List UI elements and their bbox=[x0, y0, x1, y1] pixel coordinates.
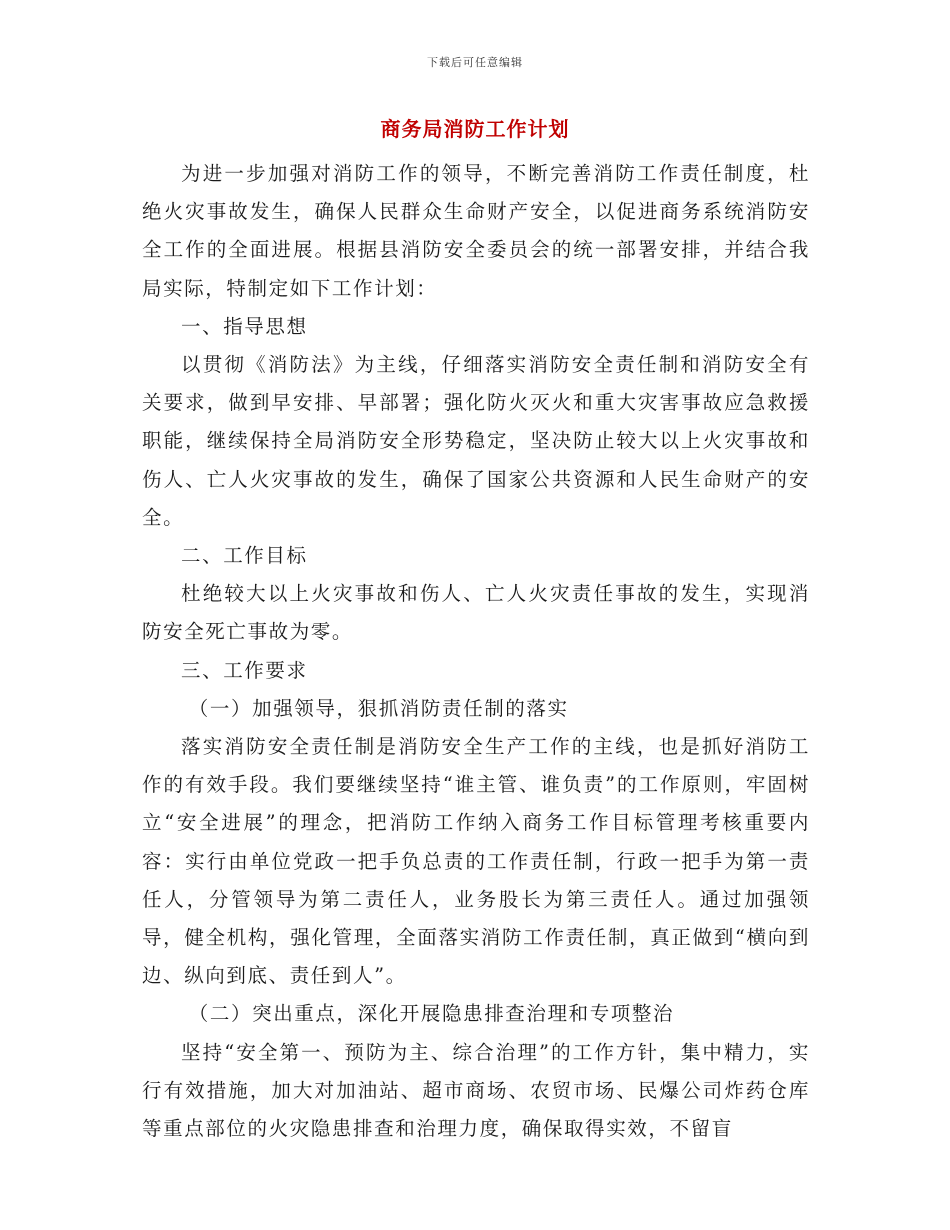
page-header-note: 下载后可任意编辑 bbox=[427, 56, 523, 69]
subsection-heading-leadership: （一）加强领导，狠抓消防责任制的落实 bbox=[188, 696, 569, 720]
paragraph-hazard-inspection: 坚持“安全第一、预防为主、综合治理”的工作方针，集中精力，实行有效措施，加大对加油站、超市商场、农贸市场、民爆公司炸药仓库等重点部位的火灾隐患排查和治理力度，确保取得实效，不留盲 bbox=[142, 1040, 810, 1141]
subsection-heading-hazard-inspection: （二）突出重点，深化开展隐患排查治理和专项整治 bbox=[188, 1002, 675, 1026]
paragraph-work-goals: 杜绝较大以上火灾事故和伤人、亡人火灾责任事故的发生，实现消防安全死亡事故为零。 bbox=[142, 582, 810, 644]
paragraph-leadership: 落实消防安全责任制是消防安全生产工作的主线，也是抓好消防工作的有效手段。我们要继续坚持“谁主管、谁负责”的工作原则，牢固树立“安全进展”的理念，把消防工作纳入商务工作目标管理考核重要内容：实行由单位党政一把手负总责的工作责任制，行政一把手为第一责任人，分管领导为第二责任人，业务股长为第三责任人。通过加强领导，健全机构，强化管理，全面落实消防工作责任制，真正做到“横向到边、纵向到底、责任到人”。 bbox=[142, 735, 810, 988]
document-body bbox=[142, 155, 810, 1148]
document-title: 商务局消防工作计划 bbox=[380, 117, 570, 141]
section-heading-work-goals: 二、工作目标 bbox=[181, 544, 308, 568]
paragraph-guiding-ideology: 以贯彻《消防法》为主线，仔细落实消防安全责任制和消防安全有关要求，做到早安排、早部署；强化防火灭火和重大灾害事故应急救援职能，继续保持全局消防安全形势稳定，坚决防止较大以上火灾事故和伤人、亡人火灾事故的发生，确保了国家公共资源和人民生命财产的安全。 bbox=[142, 353, 810, 529]
paragraph-intro: 为进一步加强对消防工作的领导，不断完善消防工作责任制度，杜绝火灾事故发生，确保人民群众生命财产安全，以促进商务系统消防安全工作的全面进展。根据县消防安全委员会的统一部署安排，并结合我局实际，特制定如下工作计划： bbox=[142, 162, 810, 300]
section-heading-guiding-ideology: 一、指导思想 bbox=[181, 314, 308, 338]
section-heading-work-requirements: 三、工作要求 bbox=[181, 658, 308, 682]
